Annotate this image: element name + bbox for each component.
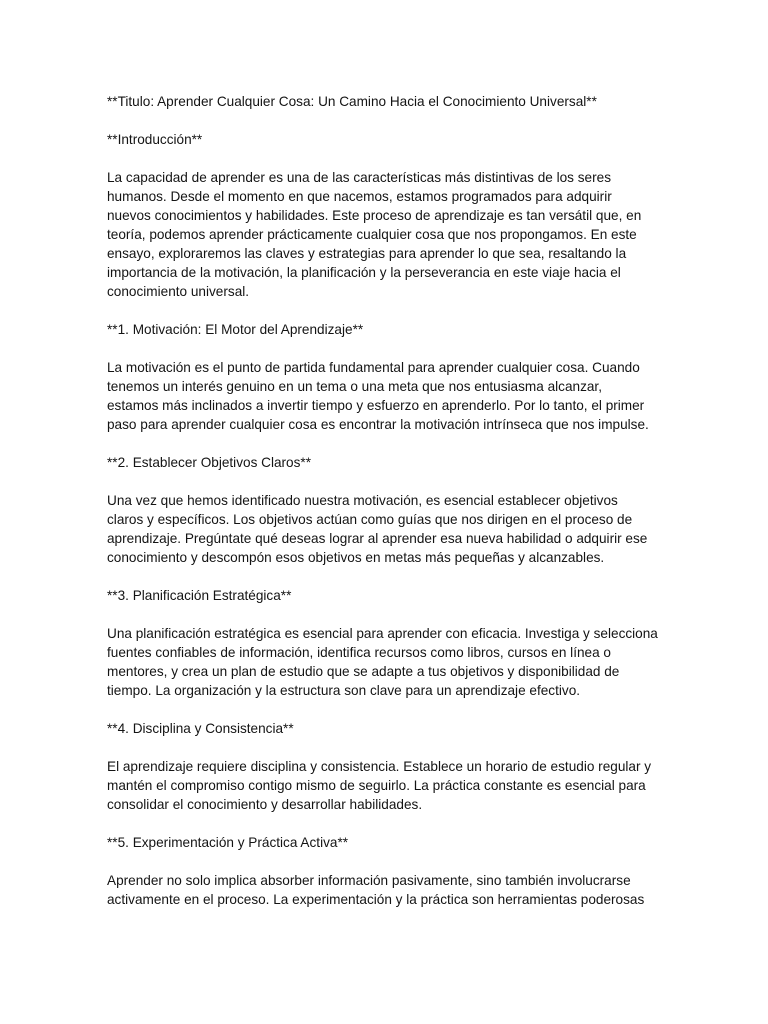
paragraph-line: Aprender no solo implica absorber información pasivamente, sino también involucrarse: [107, 873, 631, 888]
title-line: **Titulo: Aprender Cualquier Cosa: Un Camino Hacia el Conocimiento Universal**: [107, 94, 597, 109]
paragraph-line: aprendizaje. Pregúntate qué deseas lograr al aprender esa nueva habilidad o adquirir ese: [107, 531, 648, 546]
paragraph-line: nuevos conocimientos y habilidades. Este proceso de aprendizaje es tan versátil que, en: [107, 208, 642, 223]
section-heading: **3. Planificación Estratégica**: [107, 588, 292, 603]
intro-paragraph: [107, 168, 677, 301]
section-paragraph-2: [107, 491, 677, 567]
section-heading-2: [107, 453, 677, 472]
paragraph-line: paso para aprender cualquier cosa es encontrar la motivación intrínseca que nos impulse.: [107, 417, 649, 432]
paragraph-line: Una vez que hemos identificado nuestra motivación, es esencial establecer objetivos: [107, 493, 618, 508]
paragraph-line: La motivación es el punto de partida fundamental para aprender cualquier cosa. Cuando: [107, 360, 640, 375]
document-title: [107, 92, 677, 111]
section-paragraph-5: [107, 871, 677, 909]
paragraph-line: mantén el compromiso contigo mismo de seguirlo. La práctica constante es esencial para: [107, 778, 646, 793]
paragraph-line: conocimiento y descompón esos objetivos en metas más pequeñas y alcanzables.: [107, 550, 605, 565]
paragraph-line: El aprendizaje requiere disciplina y consistencia. Establece un horario de estudio regular y: [107, 759, 652, 774]
intro-heading: **Introducción**: [107, 132, 203, 147]
intro-heading-block: [107, 130, 677, 149]
paragraph-line: conocimiento universal.: [107, 284, 250, 299]
paragraph-line: claros y específicos. Los objetivos actúan como guías que nos dirigen en el proceso de: [107, 512, 633, 527]
section-paragraph-3: [107, 624, 677, 700]
paragraph-line: tenemos un interés genuino en un tema o una meta que nos entusiasma alcanzar,: [107, 379, 602, 394]
document-body: [107, 92, 677, 928]
section-heading-4: [107, 719, 677, 738]
section-heading: **2. Establecer Objetivos Claros**: [107, 455, 311, 470]
paragraph-line: activamente en el proceso. La experimentación y la práctica son herramientas poderosas: [107, 892, 645, 907]
paragraph-line: teoría, podemos aprender prácticamente cualquier cosa que nos propongamos. En este: [107, 227, 637, 242]
section-paragraph-1: [107, 358, 677, 434]
paragraph-line: consolidar el conocimiento y desarrollar habilidades.: [107, 797, 423, 812]
paragraph-line: ensayo, exploraremos las claves y estrategias para aprender lo que sea, resaltando la: [107, 246, 627, 261]
paragraph-line: tiempo. La organización y la estructura son clave para un aprendizaje efectivo.: [107, 683, 581, 698]
section-heading-1: [107, 320, 677, 339]
paragraph-line: mentores, y crea un plan de estudio que se adapte a tus objetivos y disponibilidad de: [107, 664, 620, 679]
paragraph-line: fuentes confiables de información, identifica recursos como libros, cursos en línea o: [107, 645, 611, 660]
section-paragraph-4: [107, 757, 677, 814]
paragraph-line: La capacidad de aprender es una de las características más distintivas de los seres: [107, 170, 611, 185]
section-heading: **4. Disciplina y Consistencia**: [107, 721, 294, 736]
section-heading-3: [107, 586, 677, 605]
section-heading: **5. Experimentación y Práctica Activa**: [107, 835, 349, 850]
paragraph-line: importancia de la motivación, la planificación y la perseverancia en este viaje hacia el: [107, 265, 621, 280]
paragraph-line: humanos. Desde el momento en que nacemos, estamos programados para adquirir: [107, 189, 612, 204]
paragraph-line: estamos más inclinados a invertir tiempo y esfuerzo en aprenderlo. Por lo tanto, el primer: [107, 398, 645, 413]
section-heading: **1. Motivación: El Motor del Aprendizaje**: [107, 322, 364, 337]
paragraph-line: Una planificación estratégica es esencial para aprender con eficacia. Investiga y selecciona: [107, 626, 658, 641]
section-heading-5: [107, 833, 677, 852]
